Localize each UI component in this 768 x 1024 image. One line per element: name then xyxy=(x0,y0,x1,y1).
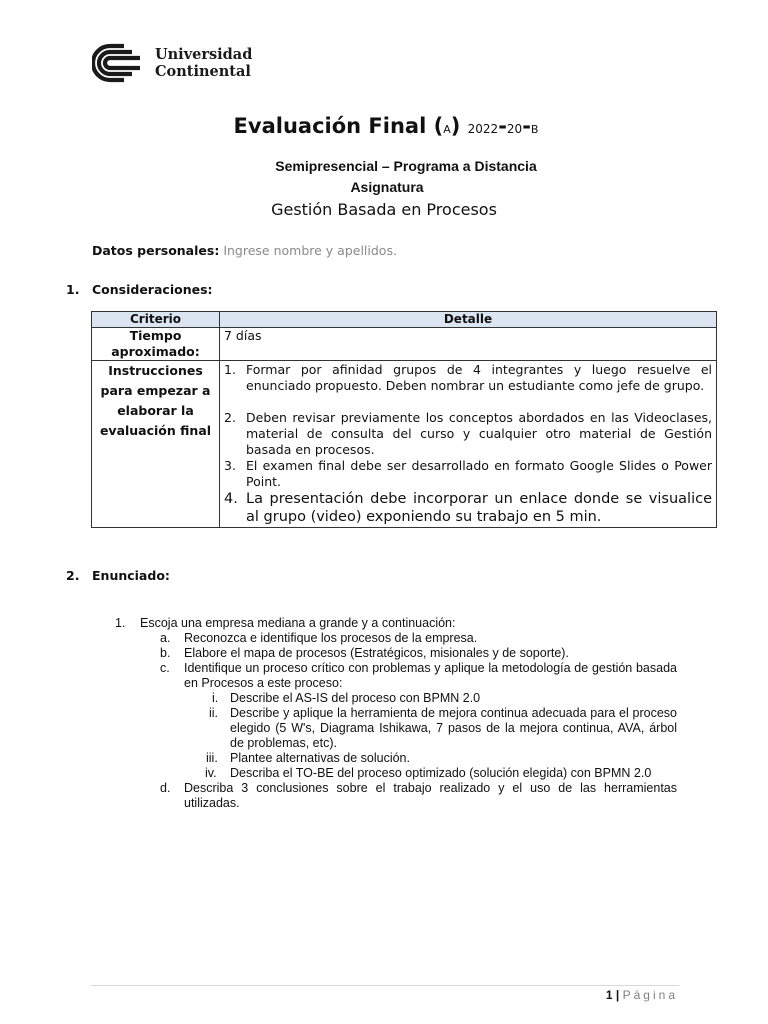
table-row xyxy=(92,361,717,528)
section-1-title: Consideraciones: xyxy=(92,282,213,297)
instructions-list xyxy=(224,362,712,526)
page-number: 1 xyxy=(605,988,613,1002)
page-footer xyxy=(500,988,678,1002)
time-value: 7 días xyxy=(220,328,717,361)
instructions-label: Instrucciones para empezar a elaborar la evaluación final xyxy=(92,361,220,528)
name-input-field[interactable]: Ingrese nombre y apellidos. xyxy=(223,243,397,258)
page-title xyxy=(0,114,768,138)
list-item: b. Elabore el mapa de procesos (Estratégicos, misionales y de soporte). xyxy=(160,646,569,660)
section-2-title: Enunciado: xyxy=(92,568,170,583)
title-dash-1: - xyxy=(498,114,507,138)
university-logo xyxy=(92,42,252,84)
title-dash-2: - xyxy=(522,114,531,138)
header-criterio: Criterio xyxy=(92,312,220,328)
list-item: 4. La presentación debe incorporar un enlace donde se visualice al grupo (video) exponiendo su trabajo en 5 min. xyxy=(224,491,712,525)
list-item: iii. Plantee alternativas de solución. xyxy=(206,751,410,765)
title-section: B xyxy=(530,123,539,136)
section-2-number: 2. xyxy=(66,568,80,583)
title-period: 20 xyxy=(506,122,523,136)
title-letter: A xyxy=(443,123,451,136)
considerations-table xyxy=(91,311,717,528)
logo-line-2: Continental xyxy=(155,63,251,80)
table-header-row xyxy=(92,312,717,328)
list-item: 3. El examen final debe ser desarrollado en formato Google Slides o Power Point. xyxy=(224,458,712,489)
table-row xyxy=(92,328,717,361)
logo-wordmark xyxy=(155,46,252,80)
list-item: iv. Describa el TO-BE del proceso optimizado (solución elegida) con BPMN 2.0 xyxy=(205,766,652,780)
instructions-detail xyxy=(220,361,717,528)
footer-divider xyxy=(91,985,679,986)
section-1-heading xyxy=(66,282,213,297)
modality-subtitle: Semipresencial – Programa a Distancia xyxy=(275,158,537,174)
time-label: Tiempo aproximado: xyxy=(92,328,220,361)
footer-separator: | xyxy=(615,988,620,1002)
title-main: Evaluación Final ( xyxy=(233,114,444,138)
section-2-heading xyxy=(66,568,170,583)
section-1-number: 1. xyxy=(66,282,80,297)
course-name: Gestión Basada en Procesos xyxy=(271,200,497,219)
list-item: 1. Escoja una empresa mediana a grande y a continuación: xyxy=(115,616,456,630)
continental-logo-icon xyxy=(92,42,150,84)
title-close: ) xyxy=(450,114,461,138)
list-item: 2. Deben revisar previamente los conceptos abordados en las Videoclases, material de consulta del curso y cualquier otro material de Gestión basada en procesos. xyxy=(224,410,712,457)
list-item: i. Describe el AS-IS del proceso con BPMN 2.0 xyxy=(212,691,481,705)
list-item: 1. Formar por afinidad grupos de 4 integrantes y luego resuelve el enunciado propuesto. Deben nombrar un estudiante como jefe de grupo. xyxy=(224,362,712,393)
personal-data-row xyxy=(92,243,397,258)
header-detalle: Detalle xyxy=(220,312,717,328)
asignatura-label: Asignatura xyxy=(350,179,424,195)
list-item: a. Reconozca e identifique los procesos de la empresa. xyxy=(160,631,478,645)
title-year: 2022 xyxy=(467,122,499,136)
list-item: d. Describa 3 conclusiones sobre el trabajo realizado y el uso de las herramientas utilizadas. xyxy=(160,781,677,810)
list-item: ii. Describe y aplique la herramienta de mejora continua adecuada para el proceso elegido (5 W's, Diagrama Ishikawa, 7 pasos de la mejora continua, AVA, árbol de problemas, etc). xyxy=(209,706,677,750)
list-item: c. Identifique un proceso crítico con problemas y aplique la metodología de gestión basada en Procesos a este proceso: xyxy=(160,661,677,690)
page-label: Página xyxy=(622,988,678,1002)
personal-data-label: Datos personales: xyxy=(92,243,220,258)
enunciado-list xyxy=(115,616,677,811)
logo-line-1: Universidad xyxy=(155,46,253,63)
